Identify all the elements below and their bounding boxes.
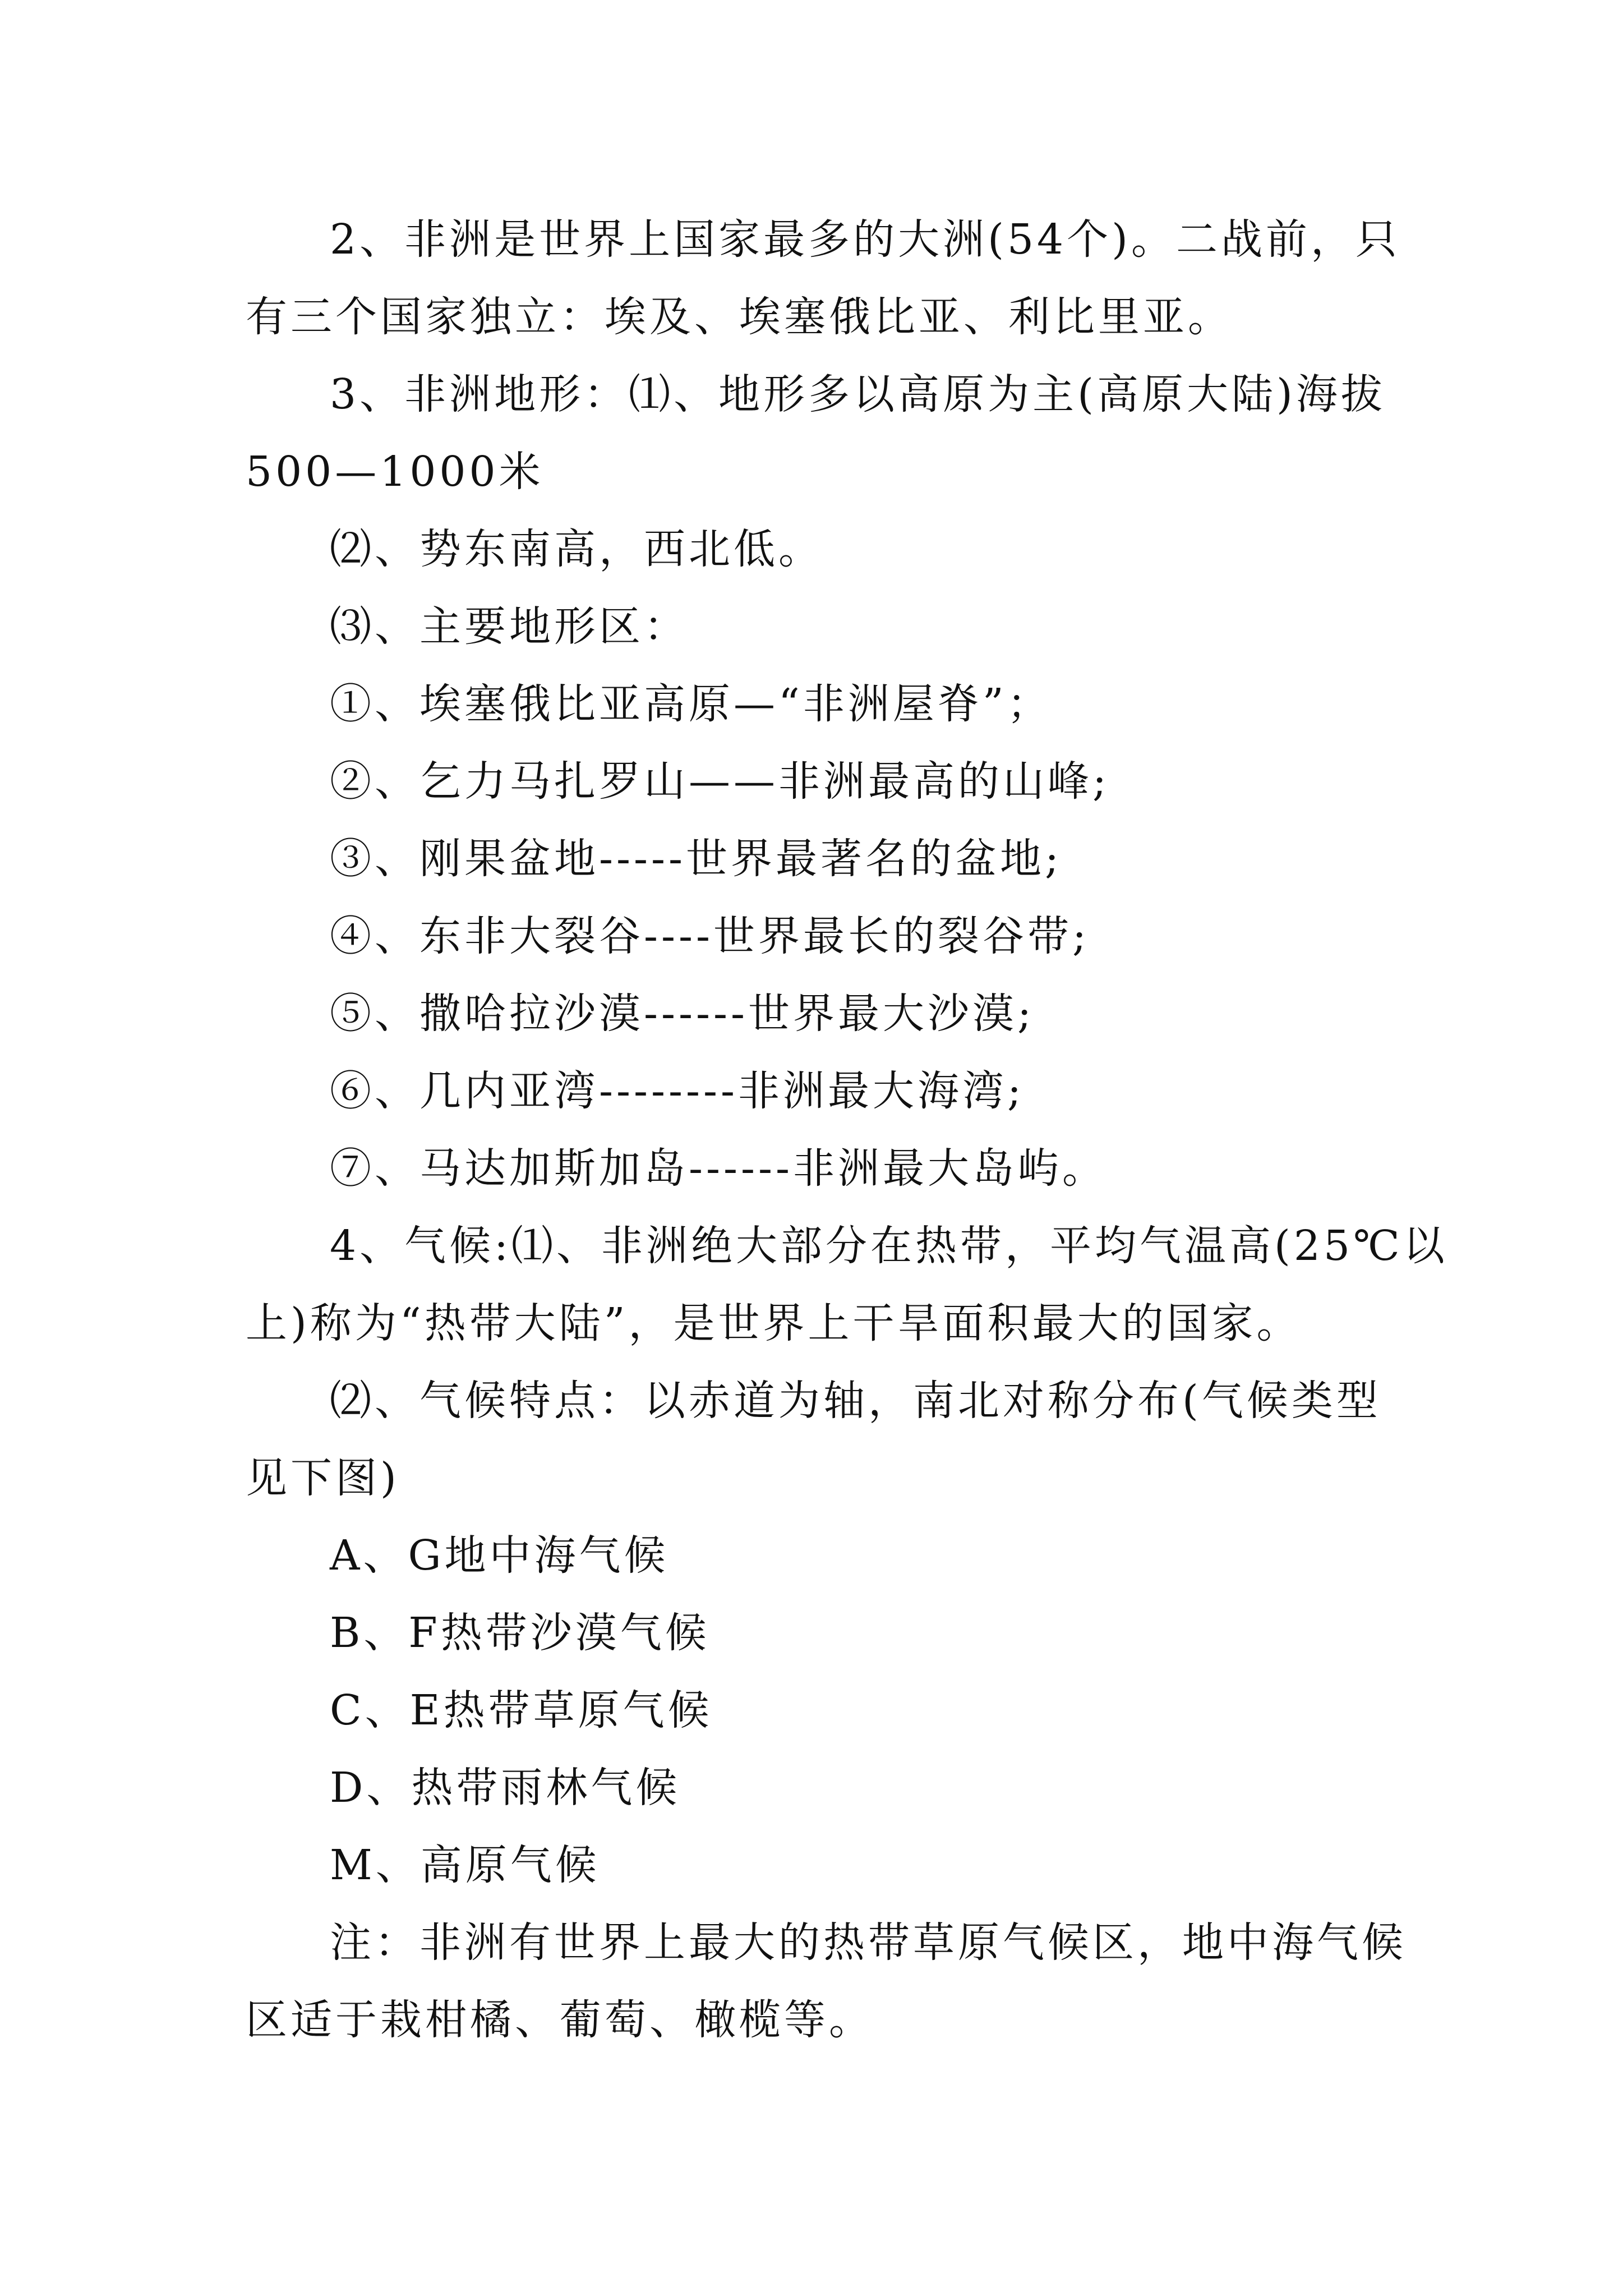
- climate-type-a: A、G地中海气候: [330, 1531, 669, 1580]
- note-line-1: 注：非洲有世界上最大的热带草原气候区，地中海气候: [330, 1918, 1407, 1967]
- landform-item-5: ⑤、撒哈拉沙漠------世界最大沙漠;: [330, 990, 1035, 1038]
- paragraph-3-line-2: 500—1000米: [246, 448, 544, 496]
- landform-item-3: ③、刚果盆地-----世界最著名的盆地;: [330, 835, 1062, 883]
- landform-item-1: ①、埃塞俄比亚高原—“非洲屋脊”；: [330, 680, 1052, 728]
- landform-item-6: ⑥、几内亚湾--------非洲最大海湾;: [330, 1067, 1025, 1115]
- paragraph-3-line-1: 3、非洲地形：⑴、地形多以高原为主(高原大陆)海拔: [330, 370, 1386, 418]
- landform-item-4: ④、东非大裂谷----世界最长的裂谷带;: [330, 912, 1090, 960]
- paragraph-4-line-1: 4、气候:⑴、非洲绝大部分在热带，平均气温高(25℃以: [330, 1222, 1448, 1270]
- climate-type-b: B、F热带沙漠气候: [330, 1609, 710, 1657]
- paragraph-4-line-2: 上)称为“热带大陆”，是世界上干旱面积最大的国家。: [246, 1299, 1302, 1347]
- landform-item-7: ⑦、马达加斯加岛------非洲最大岛屿。: [330, 1144, 1108, 1193]
- paragraph-2-line-1: 2、非洲是世界上国家最多的大洲(54个)。二战前，只: [330, 215, 1400, 264]
- climate-feature-line-2: 见下图): [246, 1454, 400, 1502]
- terrain-point-3: ⑶、主要地形区：: [330, 602, 689, 651]
- climate-type-d: D、热带雨林气候: [330, 1764, 681, 1812]
- note-line-2: 区适于栽柑橘、葡萄、橄榄等。: [246, 1996, 874, 2044]
- landform-item-2: ②、乞力马扎罗山——非洲最高的山峰;: [330, 757, 1110, 806]
- paragraph-2-line-2: 有三个国家独立：埃及、埃塞俄比亚、利比里亚。: [246, 293, 1233, 341]
- climate-type-m: M、高原气候: [330, 1841, 600, 1889]
- climate-type-c: C、E热带草原气候: [330, 1686, 713, 1734]
- climate-feature-line-1: ⑵、气候特点：以赤道为轴，南北对称分布(气候类型: [330, 1377, 1381, 1425]
- terrain-point-2: ⑵、势东南高，西北低。: [330, 525, 823, 573]
